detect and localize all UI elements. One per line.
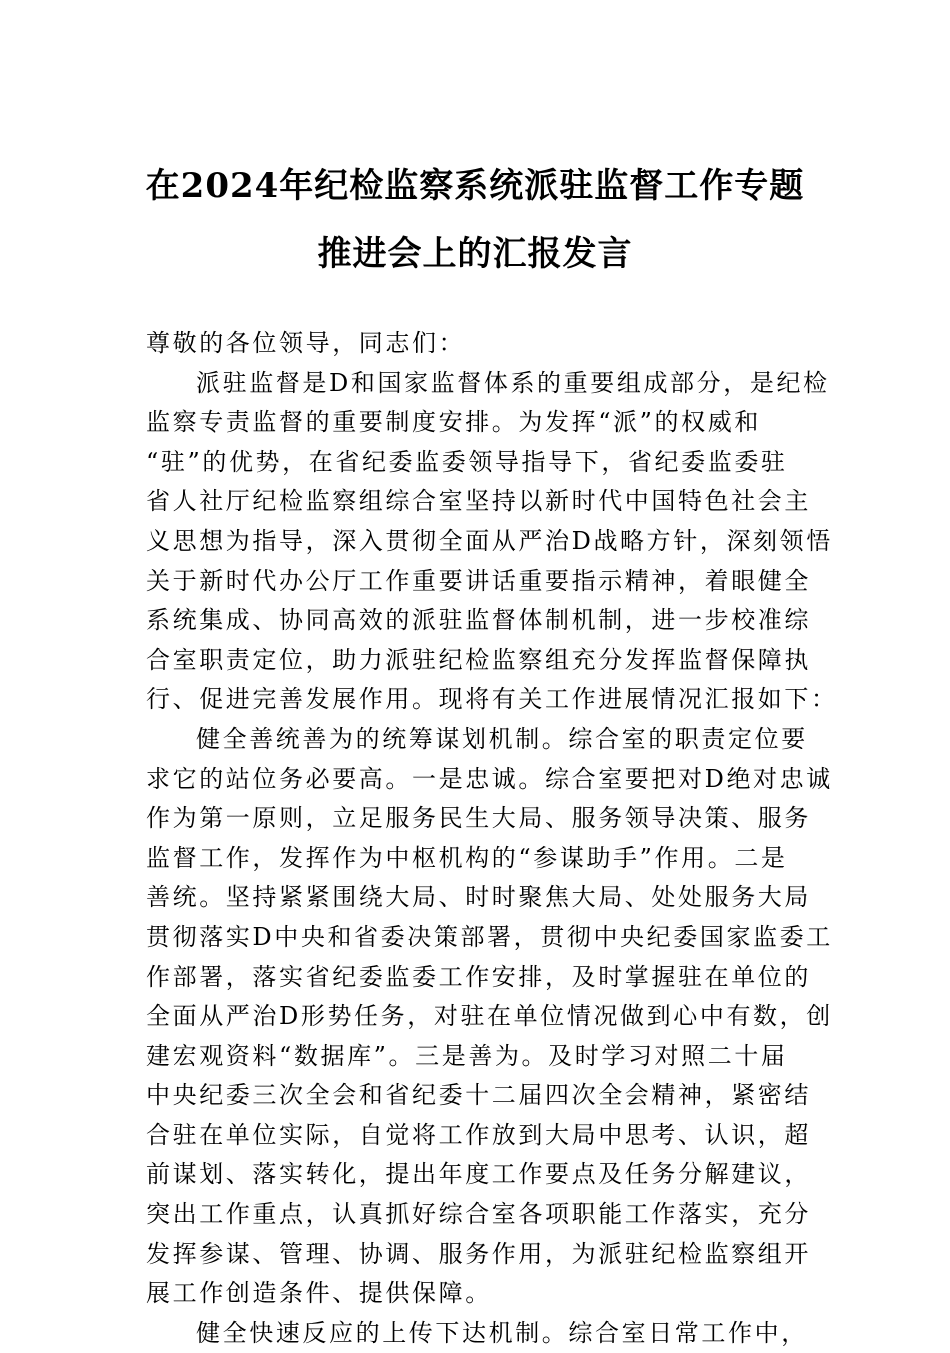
document-title-line-2: 推进会上的汇报发言 [317, 234, 633, 274]
paragraph-line: 系统集成、协同高效的派驻监督体制机制，进一步校准综 [146, 606, 811, 635]
paragraph-line: 健全快速反应的上传下达机制。综合室日常工作中， [196, 1318, 808, 1347]
paragraph-line: 监督工作，发挥作为中枢机构的“参谋助手”作用。二是 [146, 843, 788, 872]
paragraph-line: 展工作创造条件、提供保障。 [146, 1279, 492, 1308]
paragraph-line: “驻”的优势，在省纪委监委领导指导下，省纪委监委驻 [146, 447, 788, 476]
paragraph-line: 省人社厅纪检监察组综合室坚持以新时代中国特色社会主 [146, 487, 811, 516]
document-title-line-1: 在2024年纪检监察系统派驻监督工作专题 [145, 166, 805, 206]
paragraph-line: 善统。坚持紧紧围绕大局、时时聚焦大局、处处服务大局 [146, 883, 811, 912]
paragraph-line: 合室职责定位，助力派驻纪检监察组充分发挥监督保障执 [146, 645, 811, 674]
paragraph-line: 行、促进完善发展作用。现将有关工作进展情况汇报如下： [146, 685, 838, 714]
paragraph [146, 364, 838, 720]
paragraph [146, 720, 833, 1314]
paragraph-container [146, 364, 838, 1353]
paragraph-line: 贯彻落实D中央和省委决策部署，贯彻中央纪委国家监委工 [146, 922, 833, 951]
paragraph-line: 全面从严治D形势任务，对驻在单位情况做到心中有数，创 [146, 1002, 833, 1031]
paragraph-line: 作部署，落实省纪委监委工作安排，及时掌握驻在单位的 [146, 962, 811, 991]
paragraph-line: 建宏观资料“数据库”。三是善为。及时学习对照二十届 [146, 1041, 788, 1070]
paragraph-line: 派驻监督是D和国家监督体系的重要组成部分，是纪检 [196, 368, 830, 397]
paragraph-line: 健全善统善为的统筹谋划机制。综合室的职责定位要 [196, 724, 808, 753]
document-body [146, 324, 838, 1353]
paragraph-line: 突出工作重点，认真抓好综合室各项职能工作落实，充分 [146, 1200, 811, 1229]
paragraph-line: 中央纪委三次全会和省纪委十二届四次全会精神，紧密结 [146, 1081, 811, 1110]
paragraph-line: 发挥参谋、管理、协调、服务作用，为派驻纪检监察组开 [146, 1239, 811, 1268]
paragraph [146, 1314, 810, 1353]
paragraph-line: 义思想为指导，深入贯彻全面从严治D战略方针，深刻领悟 [146, 526, 833, 555]
paragraph-line: 合驻在单位实际，自觉将工作放到大局中思考、认识，超 [146, 1120, 811, 1149]
paragraph-line: 作为第一原则，立足服务民生大局、服务领导决策、服务 [146, 804, 811, 833]
paragraph-line: 求它的站位务必要高。一是忠诚。综合室要把对D绝对忠诚 [146, 764, 833, 793]
paragraph-line: 前谋划、落实转化，提出年度工作要点及任务分解建议， [146, 1160, 811, 1189]
paragraph-line: 关于新时代办公厅工作重要讲话重要指示精神，着眼健全 [146, 566, 811, 595]
salutation: 尊敬的各位领导，同志们： [146, 329, 466, 357]
paragraph-line: 监察专责监督的重要制度安排。为发挥“派”的权威和 [146, 408, 761, 437]
